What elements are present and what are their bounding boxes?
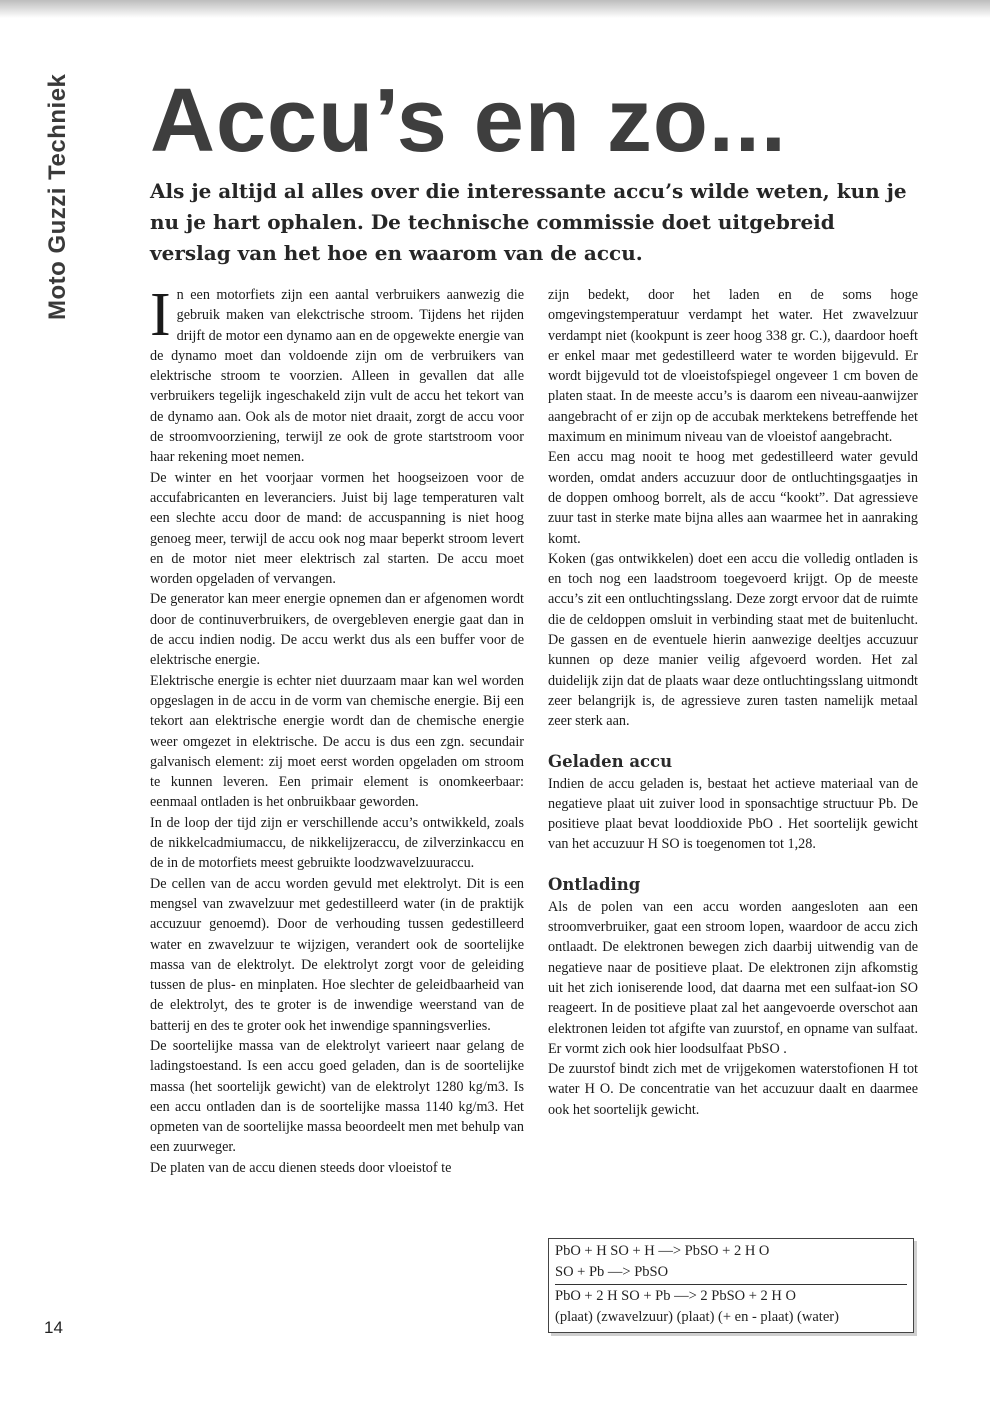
paragraph: De zuurstof bindt zich met de vrijgekomen waterstofionen H tot water H O. De concentratie van het accuzuur daalt en daarmee ook het soortelijk gewicht.	[548, 1061, 918, 1118]
paragraph: In de loop der tijd zijn er verschillende accu’s ontwikkeld, zoals de nikkelcadmiumaccu, de nikkelijzeraccu, de zilverzinkaccu en de in de motorfiets meest gebruikte loodzwavelzuuraccu.	[150, 814, 524, 872]
article-lead: Als je altijd al alles over die interessante accu’s wilde weten, kun je nu je hart ophalen. De technische commissie doet uitgebreid verslag van het hoe en waarom van de accu.	[150, 179, 907, 265]
paragraph: Indien de accu geladen is, bestaat het actieve materiaal van de negatieve plaat uit zuiver lood in sponsachtige structuur Pb. De positieve plaat bevat looddioxide PbO . Het soortelijk gewicht van het accuzuur H SO is toegenomen tot 1,28.	[548, 775, 918, 853]
reaction-formula-box	[548, 1238, 914, 1333]
article-title: Accu’s en zo...	[150, 71, 787, 171]
paragraph: De platen van de accu dienen steeds door vloeistof te	[150, 1159, 452, 1176]
paragraph: Een accu mag nooit te hoog met gedestilleerd water gevuld worden, omdat anders accuzuur door de ontluchtingsgaatjes in de doppen omhoog borrelt, als de accu “kookt”. Dat agressieve zuur tast in sterke mate bijna alles aan waarmee het in aanraking komt.	[548, 449, 918, 547]
section-heading-discharge: Ontlading	[548, 874, 641, 894]
page-number: 14	[44, 1318, 63, 1337]
paragraph: De generator kan meer energie opnemen dan er afgenomen wordt door de continuverbruikers, de overgebleven energie gaat dan in de accu indien nodig. De accu werkt dus als een buffer voor de elektrische energie.	[150, 591, 524, 669]
paragraph-intro	[150, 281, 524, 468]
section-label: Moto Guzzi Techniek	[44, 73, 71, 320]
paragraph: Elektrische energie is echter niet duurzaam maar kan wel worden opgeslagen in de accu in de vorm van chemische energie. Bij een tekort aan elektrische energie wordt dan de chemische energie weer omgezet in elektrische. De accu is dus een zgn. secundair galvanisch element: zij moet eerst worden opgeladen om stroom te kunnen leveren. Een primair element is onomkeerbaar: eenmaal ontladen is het onbruikbaar geworden.	[150, 672, 524, 811]
scan-edge-shadow	[0, 0, 990, 18]
formula-divider	[555, 1284, 907, 1285]
paragraph: Koken (gas ontwikkelen) doet een accu die volledig ontladen is en toch nog een laadstroom toegevoerd krijgt. Op de meeste accu’s zit een ontluchtingsslang. Deze zorgt ervoor dat de ruimte die de celdoppen omsluit in verbinding staat met de buitenlucht. De gassen en de eventuele hierin aanwezige deeltjes accuzuur kunnen op deze manier veilig afgevoerd worden. Het zal duidelijk zijn dat de plaats waar deze ontluchtingsslang uitmondt zeer belangrijk is, de agressieve zuren tasten namelijk metaal zeer sterk aan.	[548, 550, 918, 730]
paragraph: Als de polen van een accu worden aangesloten aan een stroomverbruiker, gaat een stroom lopen, waardoor de accu zich ontlaadt. De elektronen bewegen zich daarbij uitwendig van de negatieve naar de positieve plaat. De elektronen zijn afkomstig uit het zich ioniserende lood, dat daarna met een sulfaat-ion SO reageert. In de positieve plaat zal het aangevoerde overschot aan elektronen leiden tot afgifte van zuurstof, en opname van sulfaat. Er vormt zich ook hier loodsulfaat PbSO .	[548, 898, 918, 1057]
dropcap: I	[150, 281, 171, 349]
paragraph: De soortelijke massa van de elektrolyt varieert naar gelang de ladingstoestand. Is een accu goed geladen, dan is de soortelijke massa (het soortelijk gewicht) van de elektrolyt 1280 kg/m3. Is een accu ontladen dan is de soortelijke massa 1140 kg/m3. Het opmeten van de soortelijke massa beoordeelt men met behulp van een zuurweger.	[150, 1037, 524, 1156]
paragraph: De cellen van de accu worden gevuld met elektrolyt. Dit is een mengsel van zwavelzuur met gedestilleerd water (in de praktijk accuzuur genoemd). Door de verhouding tussen gedestilleerd water en zwavelzuur te wijzigen, verandert ook de soortelijke massa van de elektrolyt. De elektrolyt zorgt voor de geleiding tussen de plus- en minplaten. Hoe slechter de geleidbaarheid van de elektrolyt, des te groter is de inwendige weerstand van de batterij en des te groter ook het inwendige spanningsverlies.	[150, 875, 524, 1034]
section-heading-charged: Geladen accu	[548, 751, 673, 771]
formula-line: PbO + 2 H SO + Pb —> 2 PbSO + 2 H O	[555, 1288, 796, 1304]
paragraph-intro-text: n een motorfiets zijn een aantal verbruikers aanwezig die gebruik maken van elekctrische stroom. Tijdens het rijden drijft de motor een dynamo aan en de opgewekte energie van de dynamo moet dan voldoende zijn om de verbruikers van elektrische stroom te voorzien. Alleen in gevallen dat alle verbruikers tegelijk ingeschakeld zijn vult de accu het tekort van de dynamo aan. Ook als de motor niet draait, zorgt de accu voor de stroomvoorziening, terwijl ze ook de grote startstroom voor haar rekening moet nemen.	[150, 287, 524, 466]
paragraph: De winter en het voorjaar vormen het hoogseizoen voor de accufabricanten en leveranciers. Juist bij lage temperaturen valt een slechte accu door de mand: de accuspanning is niet hoog genoeg meer, terwijl de accu ook nog maar beperkt stroom levert en de motor niet meer elektrisch zal starten. De accu moet worden opgeladen of vervangen.	[150, 469, 524, 588]
right-column	[548, 285, 918, 1120]
formula-line: PbO + H SO + H —> PbSO + 2 H O	[555, 1243, 770, 1259]
left-column	[150, 281, 524, 1178]
paragraph: zijn bedekt, door het laden en de soms hoge omgevingstemperatuur verdampt het water. Het zwavelzuur verdampt niet (kookpunt is zeer hoog 338 gr. C.), daardoor hoeft er enkel maar met gedestilleerd water te worden bijgevuld. Er wordt bijgevuld tot de vloeistofspiegel ongeveer 1 cm boven de platen staat. In de meeste accu’s is daarom een niveau-aanwijzer aangebracht of er zijn op de accubak merktekens betreffende het maximum en minimum niveau van de vloeistof aangebracht.	[548, 287, 918, 446]
formula-line: SO + Pb —> PbSO	[555, 1264, 669, 1280]
formula-legend: (plaat) (zwavelzuur) (plaat) (+ en - plaat) (water)	[555, 1309, 839, 1325]
